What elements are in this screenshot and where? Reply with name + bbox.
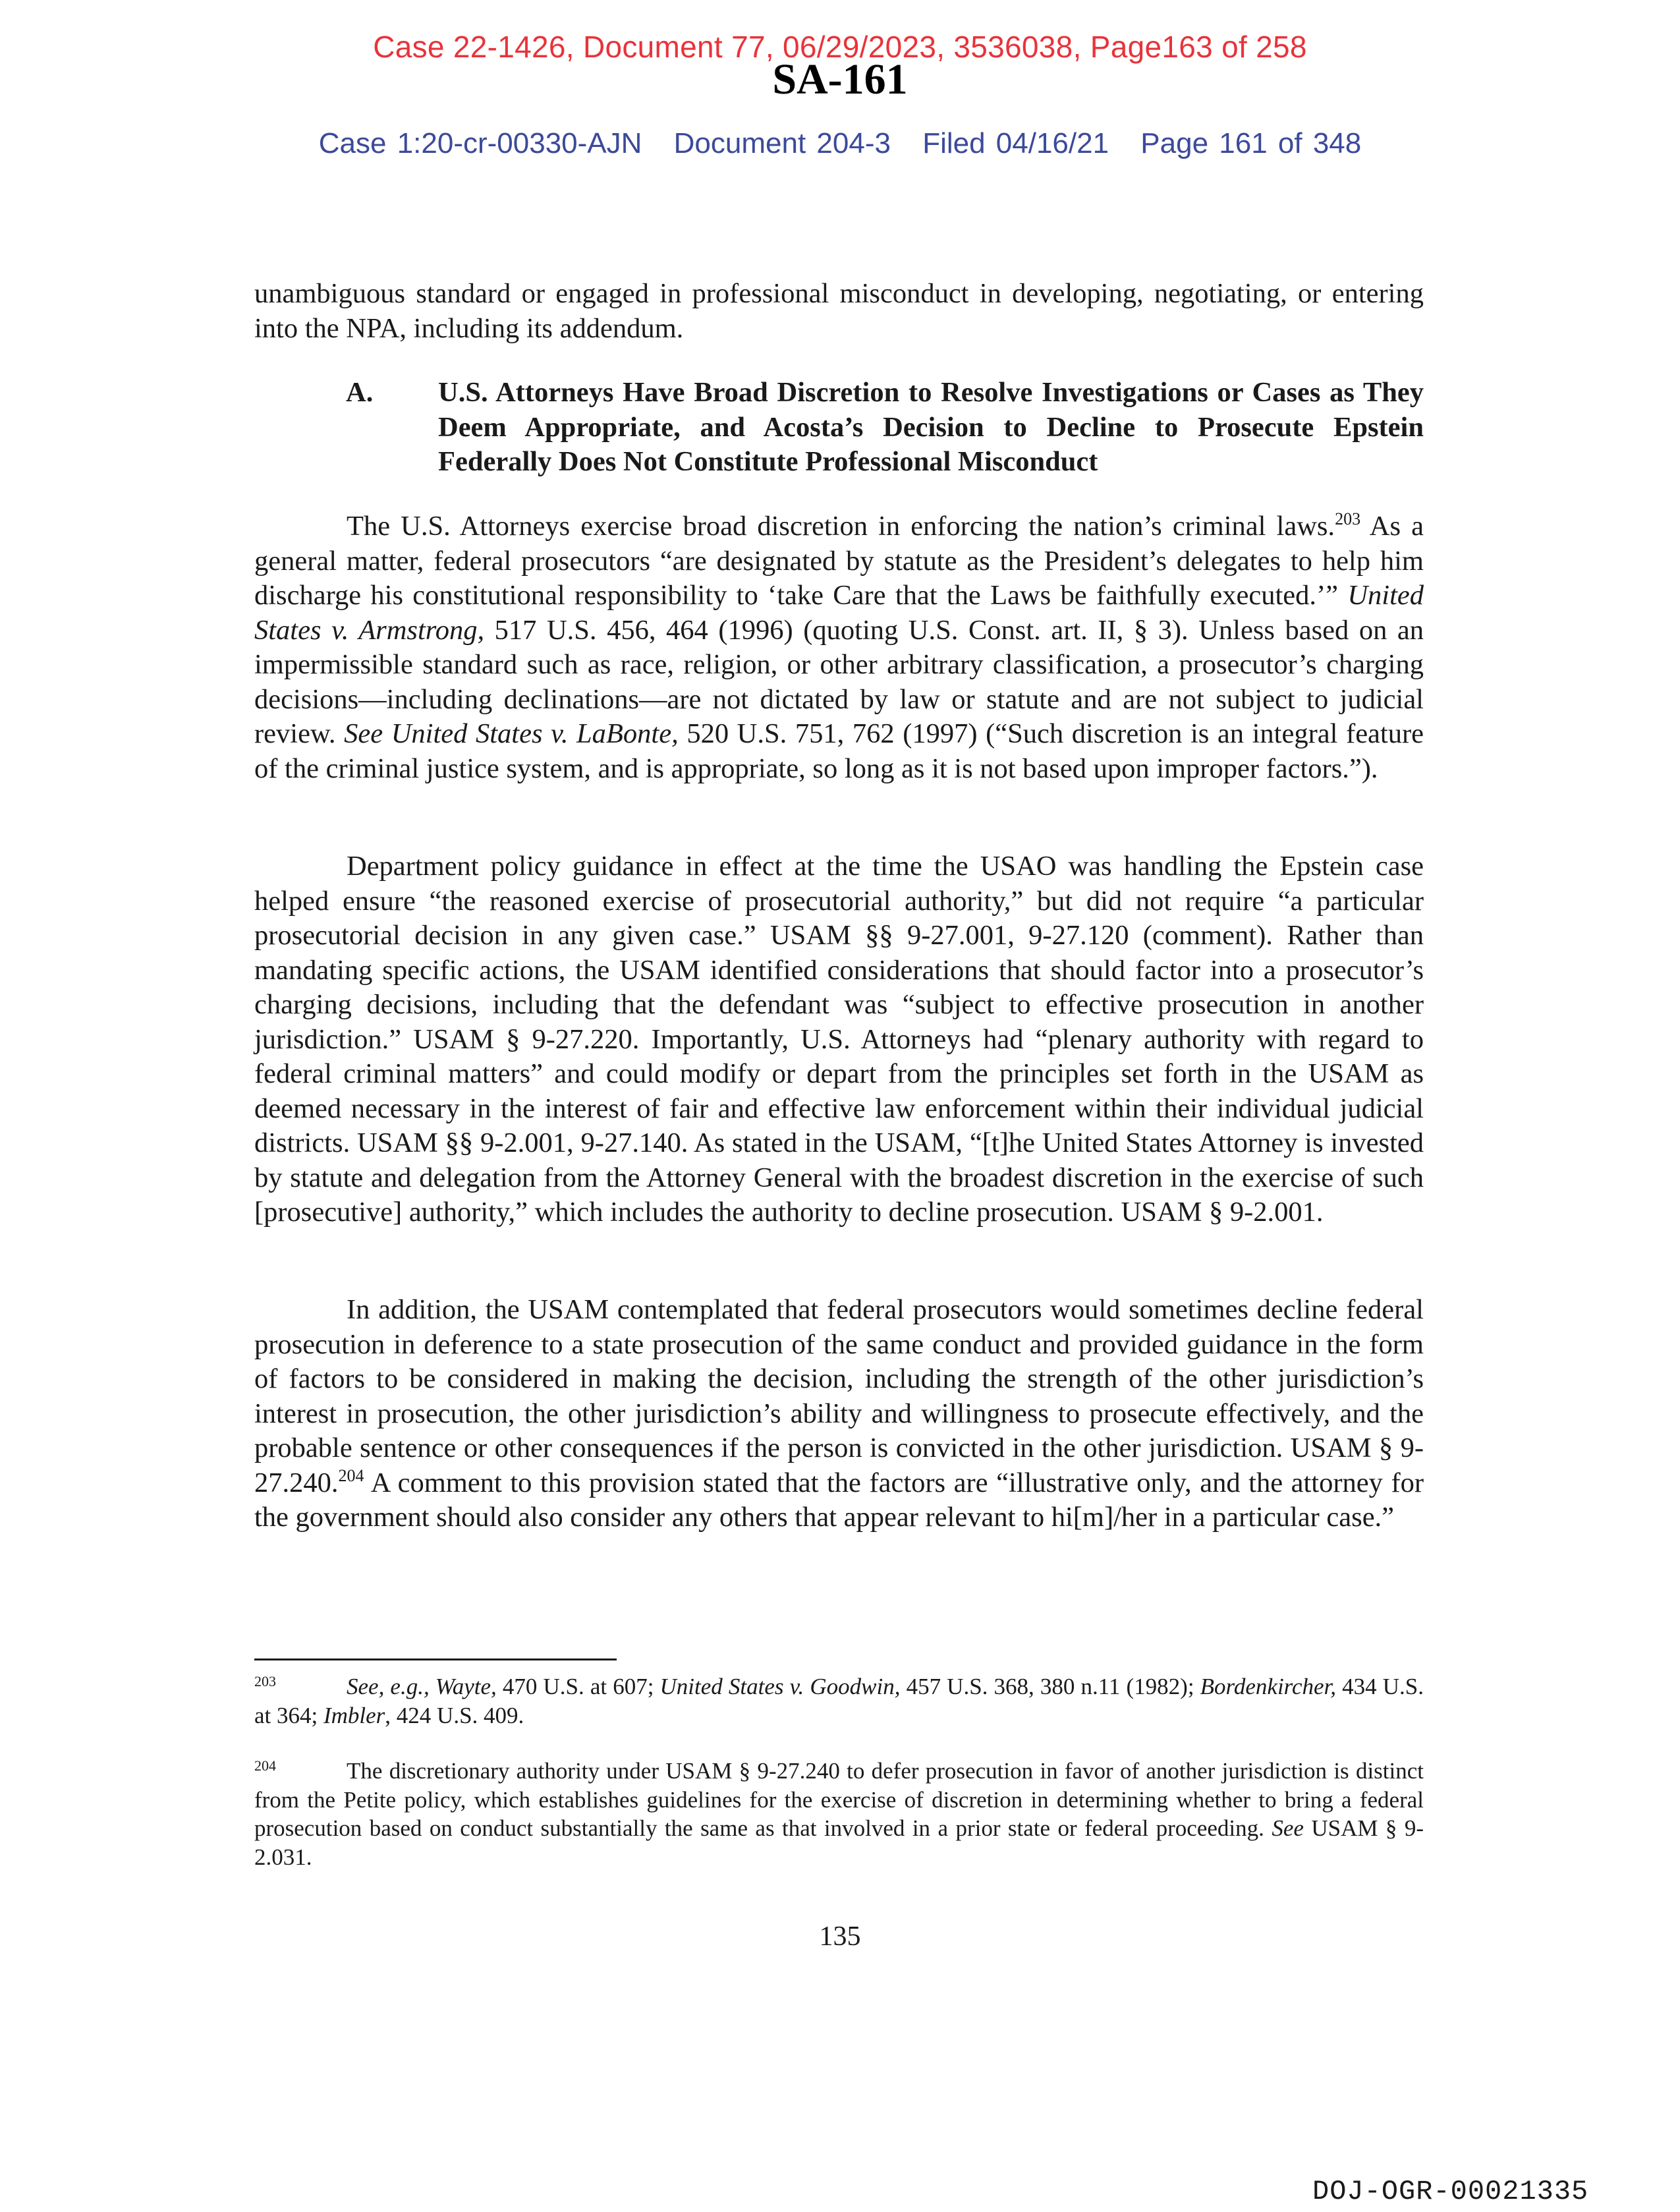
district-filed-date: Filed 04/16/21 [922,127,1109,159]
page-number: 135 [819,1921,861,1952]
text-run: , 424 U.S. 409. [385,1702,524,1728]
sa-page-number: SA-161 [772,55,908,103]
text-run: In addition, the USAM contemplated that federal prosecutors would sometimes decline federal prosecution in deference to a state prosecution of the same conduct and provided guidance in the form of factors to be considered in making the decision, including the strength of the other jurisdiction’s interest in prosecution, the other jurisdiction’s ability and willingness to prosecute effectively, and the probable sentence or other consequences if the person is convicted in the other jurisdiction. USAM § 9-27.240. [254,1294,1424,1498]
text-run: 434 U.S. at 364; [254,1674,1424,1728]
case-citation-armstrong: United States v. Armstrong, [254,580,1424,646]
citation: United States v. Goodwin, [659,1674,901,1699]
case-citation-labonte: See United States v. LaBonte, [344,718,679,749]
footnote-ref-203[interactable]: 203 [1335,509,1361,528]
paragraph-text [254,1293,1424,1535]
citation: See, e.g., Wayte, [347,1674,497,1699]
district-page-count: Page 161 of 348 [1140,127,1362,159]
text-run: USAM § 9-2.031. [254,1815,1424,1870]
text-run: The discretionary authority under USAM § 9-27.240 to defer prosecution in favor of another jurisdiction is distinct from the Petite policy, which establishes guidelines for the exercise of discretion in determining whether to bring a federal prosecution based on conduct substantially the same as that involved in a prior state or federal proceeding. [254,1758,1424,1841]
citation: Imbler [323,1702,385,1728]
section-heading: U.S. Attorneys Have Broad Discretion to Resolve Investigations or Cases as They Deem Appropriate, and Acosta’s Decision to Decline to Prosecute Epstein Federally Does Not Constitute Professional Misconduct [438,377,1424,477]
paragraph-state-deference [254,1293,1424,1535]
section-letter: A. [346,377,374,408]
text-run: The U.S. Attorneys exercise broad discretion in enforcing the nation’s criminal laws. [347,511,1335,542]
text-run: As a general matter, federal prosecutors “are designated by statute as the President’s delegates to help him discharge his constitutional responsibility to ‘take Care that the Laws be faithfully executed.’” [254,511,1424,611]
continuation-paragraph [254,277,1424,346]
district-document-number: Document 204-3 [673,127,891,159]
citation: See [1272,1815,1304,1841]
paragraph-text: Department policy guidance in effect at the time the USAO was handling the Epstein case helped ensure “the reasoned exercise of prosecutorial authority,” but did not require “a particular prosecutorial decision in any given case.” USAM §§ 9-27.001, 9-27.120 (comment). Rather than mandating specific actions, the USAM identified considerations that should factor into a prosecutor’s charging decisions, including that the defendant was “subject to effective prosecution in another jurisdiction.” USAM § 9-27.220. Importantly, U.S. Attorneys had “plenary authority with regard to federal criminal matters” and could modify or depart from the principles set forth in the USAM as deemed necessary in the interest of fair and effective law enforcement within their individual judicial districts. USAM §§ 9-2.001, 9-27.140. As stated in the USAM, “[t]he United States Attorney is invested by statute and delegation from the Attorney General with the broadest discretion in the exercise of such [prosecutive] authority,” which includes the authority to decline prosecution. USAM § 9-2.001. [254,851,1424,1228]
text-run: 457 U.S. 368, 380 n.11 (1982); [900,1674,1200,1699]
text-run: 517 U.S. 456, 464 (1996) (quoting U.S. Const. art. II, § 3). Unless based on an impermissible standard such as race, religion, or other arbitrary classification, a prosecutor’s charging decisions—including declinations—are not dictated by law or statute and are not subject to judicial review. [254,614,1424,749]
footnote-divider [254,1659,617,1660]
text-run: A comment to this provision stated that the factors are “illustrative only, and the attorney for the government should also consider any others that appear relevant to hi[m]/her in a particular case.” [254,1467,1424,1533]
text-run: 520 U.S. 751, 762 (1997) (“Such discretion is an integral feature of the criminal justice system, and is appropriate, so long as it is not based upon improper factors.”). [254,718,1424,784]
footnote-204: 204 The discretionary authority under USAM § 9-27.240 to defer prosecution in favor of another jurisdiction is distinct from the Petite policy, which establishes guidelines for the exercise of discretion in determining whether to bring a federal prosecution based on conduct substantially the same as that involved in a prior state or federal proceeding. See USAM § 9-2.031. [254,1757,1424,1870]
paragraph-text [254,509,1424,786]
continuation-text: unambiguous standard or engaged in professional misconduct in developing, negotiating, or entering into the NPA, including its addendum. [254,278,1424,344]
district-case-number: Case 1:20-cr-00330-AJN [318,127,642,159]
appellate-case-stamp: Case 22-1426, Document 77, 06/29/2023, 3536038, Page163 of 258 [373,30,1307,64]
paragraph-discretion [254,509,1424,786]
bates-number: DOJ-OGR-00021335 [1312,2176,1589,2207]
text-run: 470 U.S. at 607; [496,1674,660,1699]
district-case-stamp [0,127,1680,160]
footnote-203: 203 See, e.g., Wayte, 470 U.S. at 607; United States v. Goodwin, 457 U.S. 368, 380 n.11 (1982); Bordenkircher, 434 U.S. at 364; Imbler, 424 U.S. 409. [254,1673,1424,1728]
citation: Bordenkircher, [1200,1674,1337,1699]
paragraph-department-policy [254,849,1424,1230]
footnote-ref-204[interactable]: 204 [338,1465,364,1485]
